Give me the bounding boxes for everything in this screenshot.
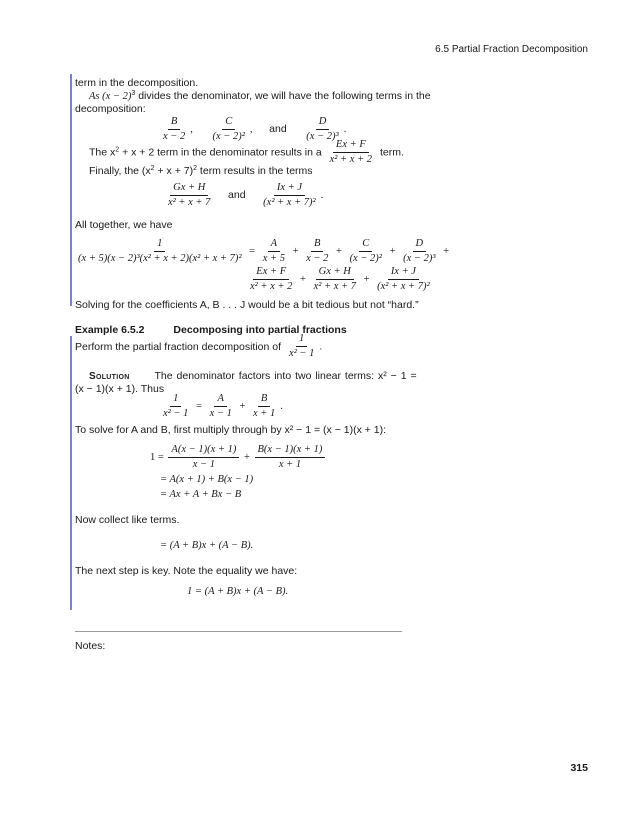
eq1-b: $\frac{B}{x + 1}$: [253, 393, 276, 419]
equation-3: = (A + B)x + (A − B).: [160, 540, 254, 551]
equation-2-line3: = Ax + A + Bx − B: [160, 489, 242, 500]
solve-line: To solve for A and B, first multiply through by x² − 1 = (x − 1)(x + 1):: [75, 424, 387, 436]
term-d-fraction: $\frac{D}{\text{(x − 2)³}}$: [306, 116, 339, 142]
all-together-text: All together, we have: [75, 219, 173, 231]
ix-j-fraction: $\frac{Ix + J}{\text{(x² + x + 7)²}}$: [263, 182, 316, 208]
solving-text: Solving for the coefficients A, B . . . J would be a bit tedious but not “hard.”: [75, 299, 419, 311]
continued-text: term in the decomposition.: [75, 77, 199, 89]
example-label: Example 6.5.2: [75, 324, 145, 336]
decomposition-label: decomposition:: [75, 103, 146, 115]
big-gx-h-fraction: $\frac{Gx + H}{\text{x² + x + 7}}$: [313, 266, 356, 292]
notes-divider: [75, 631, 402, 632]
eq1-lhs: $\frac{1}{\text{x² − 1}}$: [163, 393, 189, 419]
term-b-fraction: $\frac{B}{x - 2}$: [163, 116, 186, 142]
example-title: Decomposing into partial fractions: [173, 324, 347, 336]
big-ix-j-fraction: $\frac{Ix + J}{\text{(x² + x + 7)²}}$: [377, 266, 430, 292]
big-equation-row2: $\frac{Ex + F}{\text{x² + x + 2}}$ + $\frac{Gx + H}{\text{x² + x + 7}}$ + $\frac{Ix + J}{\text{(x² + x + 7)²}}$: [245, 266, 435, 293]
big-b-fraction: $\frac{B}{x - 2}$: [306, 238, 329, 264]
big-a-fraction: $\frac{A}{x + 5}$: [262, 238, 285, 264]
final-terms-row: $\frac{Gx + H}{\text{x² + x + 7}}$ and $\frac{Ix + J}{\text{(x² + x + 7)²}}$ .: [163, 182, 323, 209]
ex-f-fraction: $\frac{Ex + F}{\text{x² + x + 2}}$: [329, 139, 373, 165]
solution-label: Solution: [89, 371, 130, 382]
margin-bar-example: [70, 336, 72, 610]
finally-line: Finally, the $(x^2 + x + 7)^2$ term results in the terms: [89, 165, 313, 177]
big-ex-f-fraction: $\frac{Ex + F}{\text{x² + x + 2}}$: [250, 266, 293, 292]
eq1-a: $\frac{A}{x - 1}$: [209, 393, 232, 419]
equation-1: $\frac{1}{\text{x² − 1}}$ = $\frac{A}{x - 1}$ + $\frac{B}{x + 1}$ .: [158, 393, 283, 420]
solution-line2: (x − 1)(x + 1). Thus: [75, 383, 165, 395]
big-lhs-fraction: $\frac{1}{\text{(x + 5)(x − 2)³(x² + x + 2)(x² + x + 7)²}}$: [78, 238, 242, 264]
notes-label: Notes:: [75, 640, 106, 652]
running-header: 6.5 Partial Fraction Decomposition: [435, 44, 588, 55]
and-word: and: [269, 122, 287, 135]
collect-text: Now collect like terms.: [75, 514, 180, 526]
next-step-text: The next step is key. Note the equality we have:: [75, 565, 298, 577]
terms-row: $\frac{B}{x - 2}$ , $\frac{C}{\text{(x − 2)²}}$ , and $\frac{D}{\text{(x − 2)³}}$ .: [158, 116, 346, 143]
equation-2-line1: 1 = $\frac{A(x - 1)(x + 1)}{x - 1}$ + $\frac{B(x - 1)(x + 1)}{x + 1}$: [150, 444, 327, 471]
page-number: 315: [570, 762, 588, 774]
equation-4: 1 = (A + B)x + (A − B).: [187, 586, 289, 597]
divides-line: As $(x - 2)^3$ divides the denominator, we will have the following terms in the: [89, 90, 431, 102]
big-d-fraction: $\frac{D}{\text{(x − 2)³}}$: [403, 238, 436, 264]
big-c-fraction: $\frac{C}{\text{(x − 2)²}}$: [349, 238, 382, 264]
gx-h-fraction: $\frac{Gx + H}{\text{x² + x + 7}}$: [168, 182, 211, 208]
equation-2-line2: = A(x + 1) + B(x − 1): [160, 474, 254, 485]
solution-line1: Solution The denominator factors into two linear terms: x² − 1 =: [89, 370, 417, 382]
eq2-fraction-a: $\frac{A(x - 1)(x + 1)}{x - 1}$: [168, 444, 239, 471]
eq2-fraction-b: $\frac{B(x - 1)(x + 1)}{x + 1}$: [255, 444, 326, 471]
example-prompt: Perform the partial fraction decomposition of $\frac{1}{\text{x² − 1}}$ .: [75, 333, 323, 359]
prompt-fraction: $\frac{1}{\text{x² − 1}}$: [288, 333, 315, 359]
quadratic-term-line: The $x^2 + x + 2$ term in the denominator results in a $\frac{Ex + F}{\text{x² + x + 2}}$ term.: [89, 139, 404, 165]
big-equation-row1: $\frac{1}{\text{(x + 5)(x − 2)³(x² + x + 2)(x² + x + 7)²}}$ = $\frac{A}{x + 5}$ + $\frac{B}{x - 2}$ + $\frac{C}{\text{(x − 2)²}}$ + $\frac{D}{\text{(x − 2)³}}$ +: [73, 238, 449, 265]
margin-bar-top: [70, 74, 72, 306]
term-c-fraction: $\frac{C}{\text{(x − 2)²}}$: [212, 116, 245, 142]
